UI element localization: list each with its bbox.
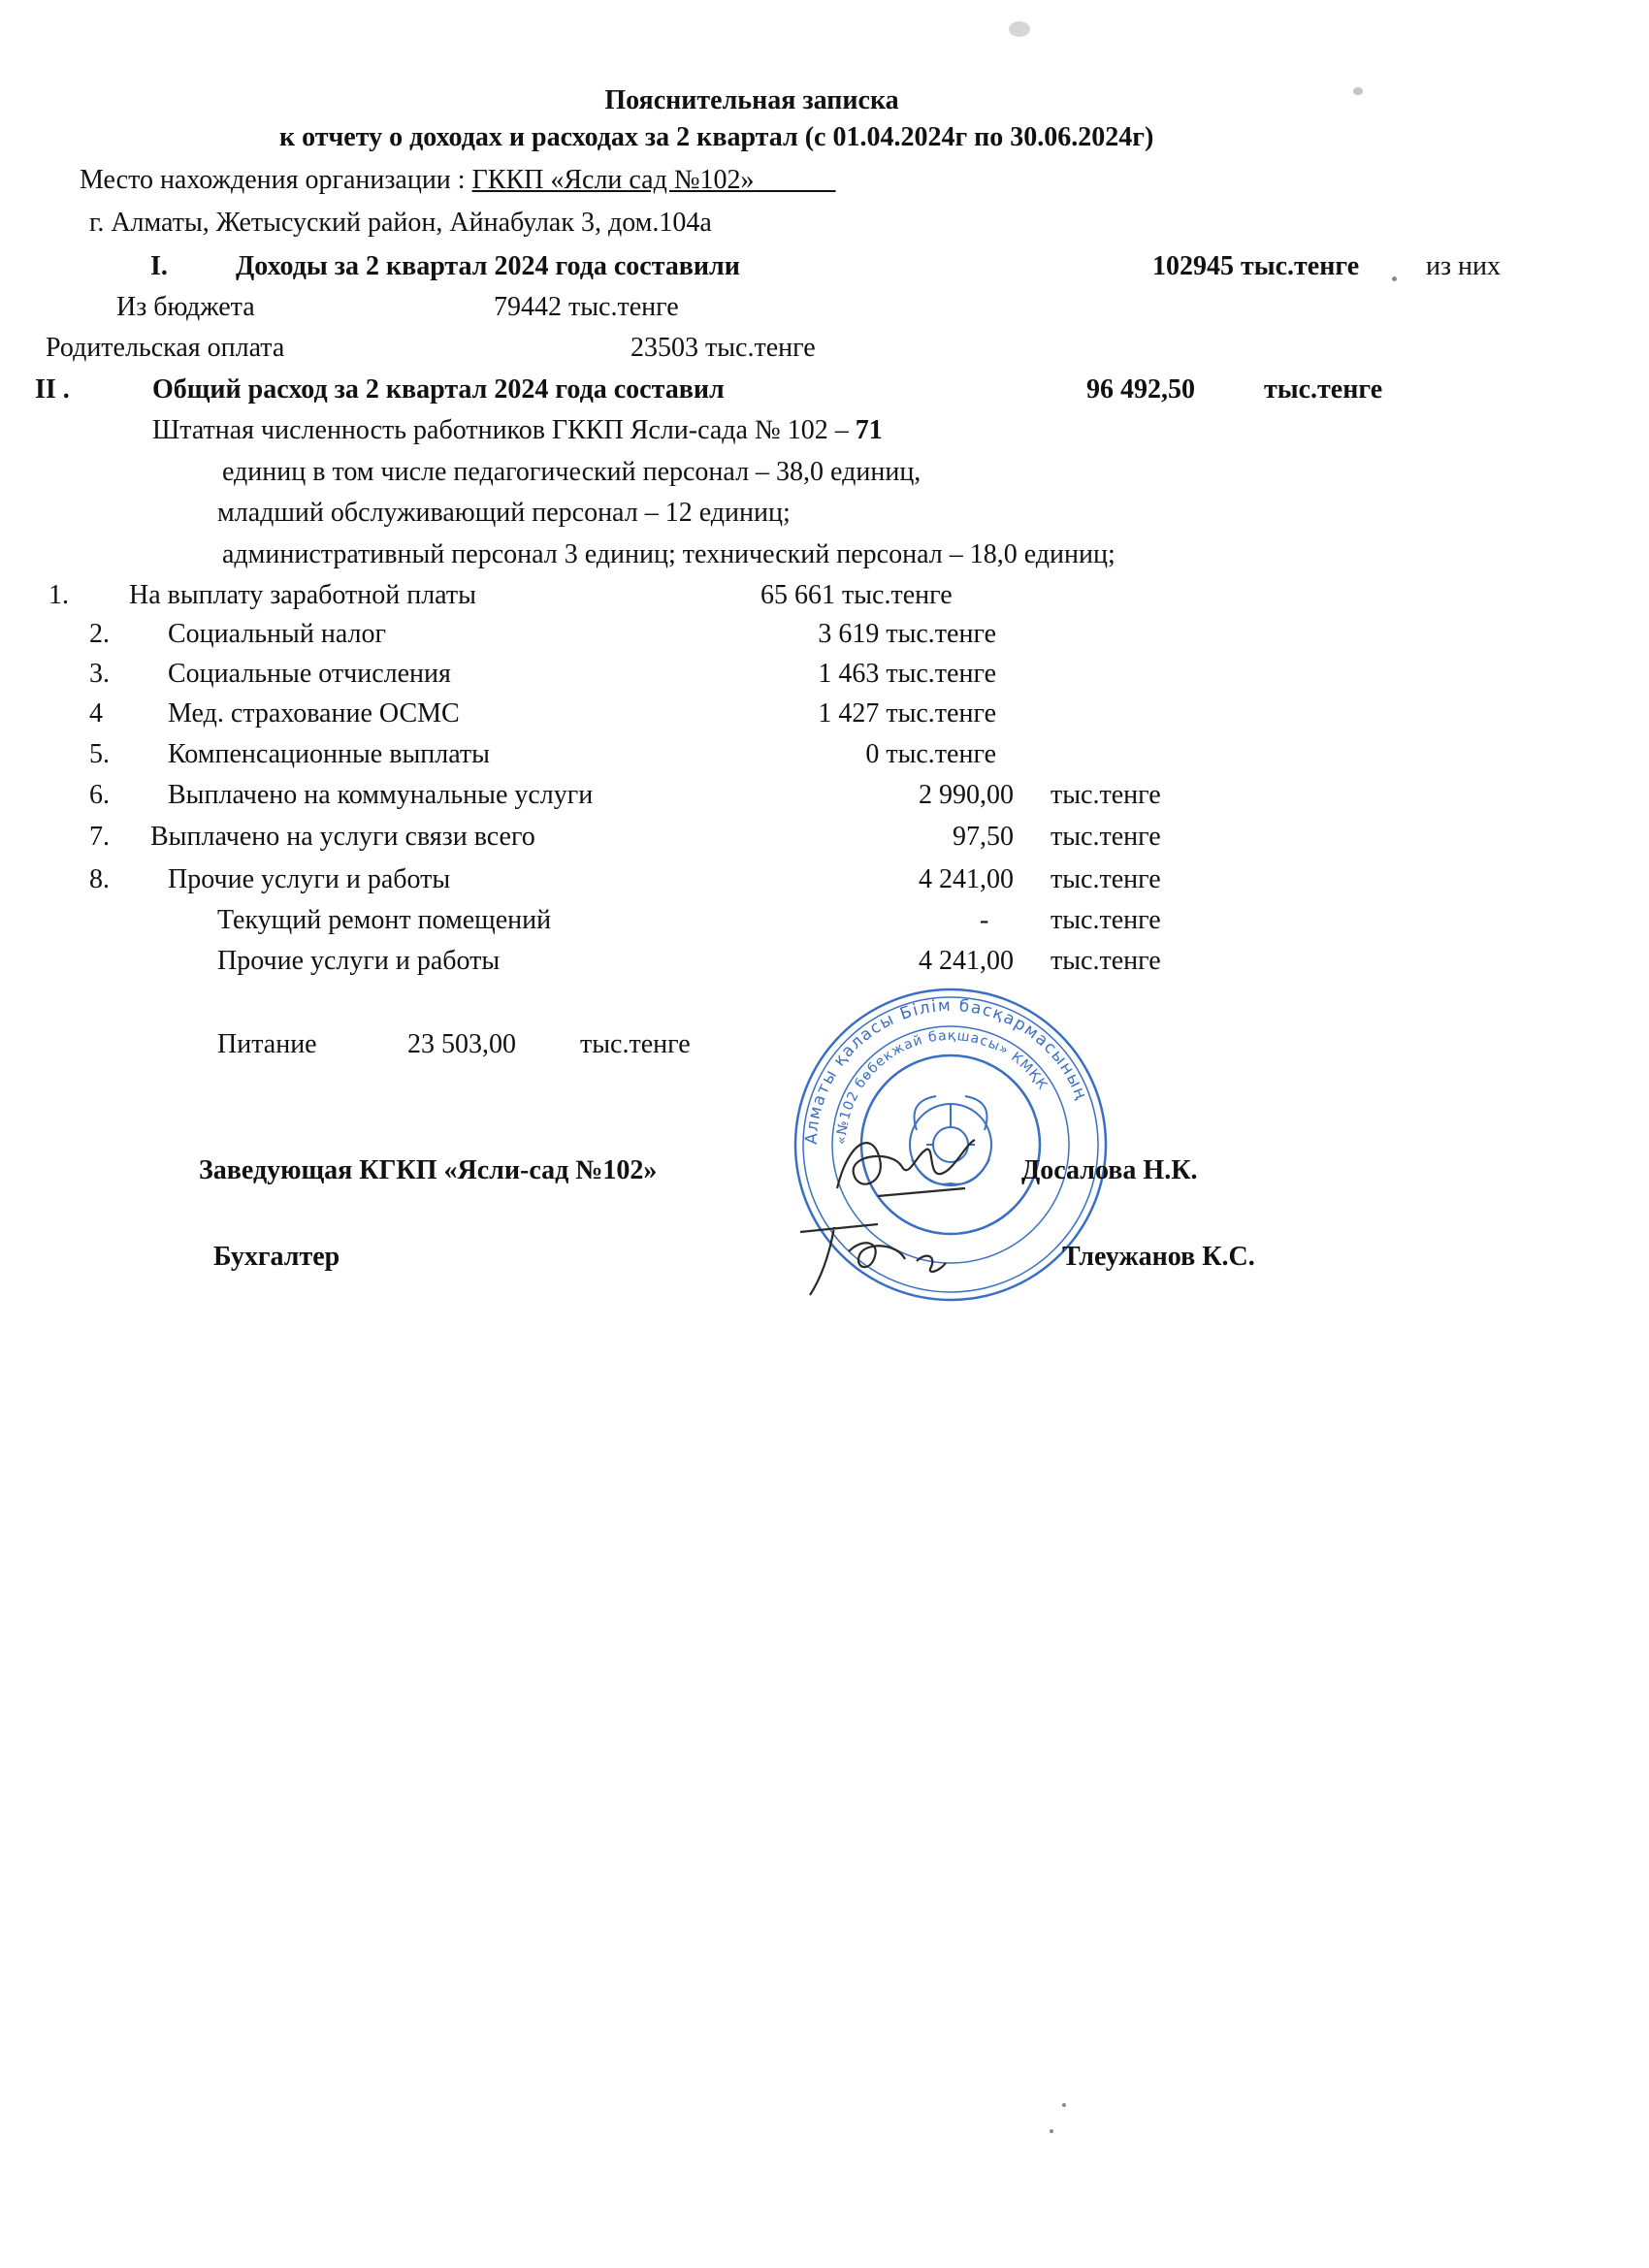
item-number: 4	[89, 698, 103, 729]
item-number: 3.	[89, 659, 110, 689]
item-value: 4 241,00	[919, 864, 1014, 894]
scan-speck	[1353, 87, 1363, 95]
scan-speck	[1050, 2129, 1053, 2133]
scan-speck	[1062, 2103, 1066, 2107]
page-title: Пояснительная записка	[604, 85, 899, 115]
stamp-outer-textpath: Алматы қаласы Білім басқармасының	[801, 995, 1091, 1146]
scan-speck	[1009, 21, 1030, 37]
staff-line-1-text: Штатная численность работников ГККП Ясли-сада № 102 –	[152, 415, 849, 445]
staff-line-3: младший обслуживающий персонал – 12 единиц;	[217, 498, 791, 528]
subitem-unit: тыс.тенге	[1051, 905, 1161, 935]
item-unit: тыс.тенге	[1051, 864, 1161, 894]
subitem-value: 4 241,00	[919, 946, 1014, 976]
item-unit: тыс.тенге	[1051, 822, 1161, 852]
item-label: Социальный налог	[168, 619, 386, 649]
location-label: Место нахождения организации :	[80, 165, 466, 195]
food-label: Питание	[217, 1029, 317, 1059]
item-label: Выплачено на услуги связи всего	[150, 822, 535, 852]
staff-line-1	[152, 417, 883, 444]
item-label: Прочие услуги и работы	[168, 864, 451, 894]
item-value: 0 тыс.тенге	[865, 739, 996, 769]
item-value: 65 661 тыс.тенге	[760, 580, 953, 610]
subitem-unit: тыс.тенге	[1051, 946, 1161, 976]
staff-line-2: единиц в том числе педагогический персонал – 38,0 единиц,	[222, 457, 922, 487]
item-value: 97,50	[953, 822, 1014, 852]
parent-payment-amount: 23503 тыс.тенге	[630, 333, 816, 363]
subitem-value: -	[980, 905, 989, 935]
item-value: 2 990,00	[919, 780, 1014, 810]
budget-amount: 79442 тыс.тенге	[494, 292, 679, 322]
underline-filler	[755, 165, 836, 195]
staff-total: 71	[855, 415, 883, 445]
item-number: 6.	[89, 780, 110, 810]
item-value: 1 427 тыс.тенге	[818, 698, 996, 729]
head-name: Досалова Н.К.	[1021, 1155, 1198, 1185]
income-label: Доходы за 2 квартал 2024 года составили	[236, 251, 740, 281]
expense-label: Общий расход за 2 квартал 2024 года составил	[152, 374, 725, 405]
income-amount: 102945 тыс.тенге	[1152, 251, 1360, 281]
subitem-label: Прочие услуги и работы	[217, 946, 501, 976]
head-signature	[820, 1120, 1004, 1208]
address-line: г. Алматы, Жетысуский район, Айнабулак 3, дом.104а	[89, 208, 712, 238]
location-line	[80, 167, 836, 194]
expense-numeral: II .	[35, 374, 70, 405]
accountant-signature	[791, 1203, 985, 1300]
subitem-label: Текущий ремонт помещений	[217, 905, 552, 935]
food-value: 23 503,00	[407, 1029, 516, 1059]
accountant-name: Тлеужанов К.С.	[1062, 1242, 1255, 1272]
staff-line-4: административный персонал 3 единиц; технический персонал – 18,0 единиц;	[222, 539, 1116, 569]
item-number: 2.	[89, 619, 110, 649]
organization-name: ГККП «Ясли сад №102»	[471, 165, 755, 195]
food-unit: тыс.тенге	[580, 1029, 691, 1059]
item-unit: тыс.тенге	[1051, 780, 1161, 810]
item-label: На выплату заработной платы	[129, 580, 476, 610]
scan-speck	[1392, 276, 1397, 281]
parent-payment-label: Родительская оплата	[46, 333, 285, 363]
item-label: Мед. страхование ОСМС	[168, 698, 460, 729]
item-number: 1.	[48, 580, 69, 610]
expense-amount: 96 492,50	[1086, 374, 1195, 405]
budget-label: Из бюджета	[116, 292, 255, 322]
stamp-inner-textpath: «№102 бөбекжай бақшасы» КМҚК	[833, 1027, 1051, 1146]
item-number: 7.	[89, 822, 110, 852]
accountant-role: Бухгалтер	[213, 1242, 340, 1272]
page-subtitle: к отчету о доходах и расходах за 2 квартал (с 01.04.2024г по 30.06.2024г)	[279, 122, 1154, 152]
item-number: 8.	[89, 864, 110, 894]
head-role: Заведующая КГКП «Ясли-сад №102»	[199, 1155, 658, 1185]
item-value: 3 619 тыс.тенге	[818, 619, 996, 649]
item-label: Социальные отчисления	[168, 659, 451, 689]
item-label: Компенсационные выплаты	[168, 739, 490, 769]
income-numeral: I.	[150, 251, 168, 281]
item-number: 5.	[89, 739, 110, 769]
item-label: Выплачено на коммунальные услуги	[168, 780, 594, 810]
income-suffix: из них	[1426, 251, 1502, 281]
expense-unit: тыс.тенге	[1264, 374, 1383, 405]
item-value: 1 463 тыс.тенге	[818, 659, 996, 689]
